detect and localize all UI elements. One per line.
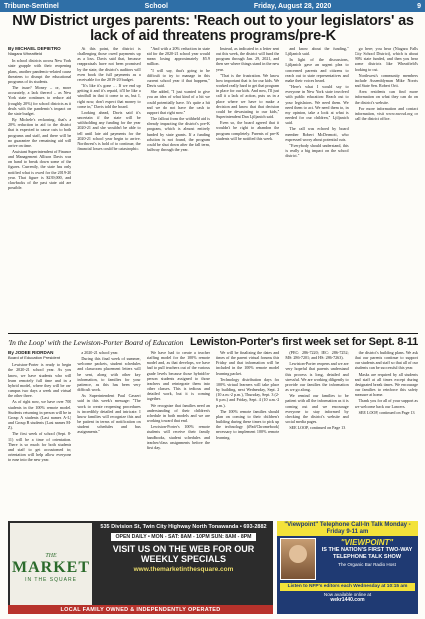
- logo-top: THE: [45, 552, 57, 559]
- paragraph: "It's like it's gone … If we end up getting it and it's repaid, it'll be like a windfall in that it come to us, but I, right now, don't expect that money to come in," Davis told the board.: [77, 83, 141, 109]
- viewpoint-logo: "VIEWPOINT": [340, 538, 394, 547]
- viewpoint-advertisement[interactable]: [277, 521, 418, 614]
- paragraph: Lewiston-Porter is ready to begin the 2020-21 school year. As you know, we have students who will learn remotely full time and in a hybrid model, where they will be on-campus two days a week and virtual the other three.: [8, 362, 72, 399]
- paragraph: Lewiston-Porter's 100% remote students will receive their family handbooks, student schedules and teacher/class assignments before the first day.: [146, 424, 210, 450]
- market-cta: VISIT US ON THE WEB FOR OUR WEEKLY SPECIALS: [112, 543, 255, 564]
- story2-headline: Lewiston-Porter's first week set for Sept. 8-11: [190, 336, 418, 348]
- story2-column: [147, 350, 210, 518]
- paragraph: We recognize that families need an understanding of their children's schedule in both models and we are working toward that end.: [146, 402, 210, 424]
- paragraph: The first week of school (Sept. 8-11) will be a time of orientation. There is so much for both students and staff to get accustomed to; orientation will help allow everyone to ease into the new year.: [8, 431, 72, 463]
- paragraph: Technology distribution days for 100% virtual learners will take place by building, next Wednesday, Sept. 2 (10 a.m.-2 p.m.), Thursday, Sept. 3 (2-6 p.m.) and Friday, Sept. 4 (10 a.m.-2 p.m.).: [215, 376, 280, 408]
- paragraph: Area residents can find more information on what they can do on the district's website.: [354, 89, 418, 105]
- byline: By MICHAEL DEPIETRO: [8, 46, 61, 51]
- paragraph: As Superintendent Paul Casseri said in this week's message: "The work to create reopening procedures is incredibly detailed and intricate. I know families will recognize this and be patient in terms of notification on student schedules and bus assignments.": [77, 393, 141, 435]
- paragraph: By Michele's reckoning, that's a 20% reduction in aid to the district that is expected to cause cuts to both programs and staff, and there will be no guarantee the remaining aid will arrive on time.: [8, 117, 72, 148]
- viewpoint-url-link[interactable]: wekr1440.com: [330, 597, 365, 603]
- paragraph: Instead, as indicated in a letter sent out this week, the district will fund the program through Jan. 29, 2021, and then see where things stand in the new year.: [215, 46, 280, 72]
- paper-name: Tribune-Sentinel: [4, 2, 59, 10]
- section-name: School: [144, 2, 169, 10]
- issue-date: Friday, August 28, 2020: [253, 2, 332, 10]
- story2-column: [285, 350, 348, 518]
- viewpoint-host: The Organic Bar Radio Host: [338, 562, 396, 567]
- paragraph: SEE LOOP, continued on Page 13: [289, 425, 346, 431]
- story1-column: [355, 46, 418, 328]
- main-headline: NW District urges parents: 'Reach out to your legislators' as lack of aid threatens programs/pre-K: [12, 13, 414, 44]
- story1-column: [8, 46, 71, 328]
- paragraph: "Everybody should understand, this is really a big impact on the school district.": [285, 142, 349, 159]
- paragraph: and know about the funding," Ljiljanich said.: [285, 46, 349, 57]
- column-text: [8, 362, 71, 462]
- story2-kicker: 'In the Loop' with the Lewiston-Porter Board of Education: [8, 338, 184, 347]
- market-hours: OPEN DAILY • MON - SAT: 8AM - 10PM SUN: 8AM - 8PM: [111, 533, 255, 541]
- market-advertisement[interactable]: [8, 521, 273, 614]
- story2-body: [8, 350, 418, 518]
- byline-affiliation: Niagara Wheatfield: [8, 51, 43, 57]
- viewpoint-body: [277, 536, 418, 582]
- paragraph: SEE LOOP, continued on Page 13: [358, 409, 415, 415]
- paragraph: In light of the discussions, Ljiljanich gave an urgent plea to concerned parents and citizens to reach out to state representatives and make their voices heard.: [285, 57, 349, 83]
- paragraph: The fallout from the withheld aid is already impacting the district's pre-K program, which is almost entirely funded by state grants. If a funding solution is not found, the program could be shut down after the fall term, halfway through the year.: [146, 116, 210, 152]
- market-url-link[interactable]: www.themarketinthesquare.com: [133, 565, 234, 573]
- story2-column: [77, 350, 140, 518]
- byline: By JODEE RIORDAN: [8, 350, 54, 355]
- paragraph: The call was echoed by board member Robert McDermott, who expressed worry about potential cuts.: [285, 126, 349, 142]
- paragraph: "That is the frustration. We know how important that is for our kids. We worked really hard to get that program in place for our kids. And now, I'll just call it a lack of action, puts us in a place where we have to make a decision and know that that decision could be devastating to our kids," Superintendent Dan Ljiljanich said.: [215, 72, 280, 120]
- market-details: [94, 521, 273, 614]
- story2-header: [8, 336, 418, 348]
- market-tagline-bar: LOCAL FAMILY OWNED & INDEPENDENTLY OPERATED: [8, 605, 273, 614]
- paragraph: The 100% remote families should plan on coming to their children's building during these times to pick up the technology (iPad/Chromebook) necessary to implement 100% remote learning.: [215, 408, 280, 440]
- paragraph: The issue? Money – or, more accurately, a lack thereof – as New York state continues to reduce aid (roughly 20%) for school districts as it deals with the pandemic's impact on the state budget.: [8, 85, 72, 116]
- host-photo: [280, 538, 316, 580]
- paragraph: Thank you for all of your support as we welcome back our Lancers.: [354, 398, 418, 409]
- viewpoint-tagline: IS THE NATION'S FIRST TWO-WAY TELEPHONE TALK SHOW: [321, 547, 413, 560]
- byline-affiliation: Board of Education President: [8, 355, 61, 361]
- paragraph: go here; you hear (Niagara Falls City School District), which is about 90% state funded, and then you hear some districts like Wheatfield's looking to cut.: [354, 46, 418, 72]
- section-divider: [8, 333, 418, 334]
- logo-main: MARKET: [12, 558, 90, 576]
- market-logo: [8, 521, 94, 614]
- paragraph: Assistant Superintendent of Finance and Management Allison Davis was on hand to break down some of the figures. Currently, the state has only notified what is owed for the 2019-20 year. That figure is $239,000, and clawbacks of the past state aid are possible.: [8, 148, 72, 191]
- paragraph: a 2020-21 school year.: [81, 350, 119, 355]
- paragraph: "And with a 20% reduction in state aid for the 2020-21 school year would mean losing approximately $5.9 million.: [146, 46, 210, 67]
- story1-column: [285, 46, 348, 328]
- paragraph: Even so, the board agreed that it wouldn't be right to abandon the program completely. Parents of pre-K students will be notified this week.: [215, 120, 280, 141]
- viewpoint-available: Now available online at: [323, 592, 372, 597]
- logo-bottom: IN THE SQUARE: [25, 576, 77, 583]
- paragraph: Northwest's community members include Assemblyman Mike Norris and State Sen. Robert Ortt.: [354, 72, 418, 89]
- paragraph: We remind our families to be patient with all the information as it is coming out and we encourage everyone to stay informed by checking the district's website and social media pages.: [285, 393, 349, 425]
- story2-column: [8, 350, 71, 518]
- paragraph: We will be finalizing the dates and times of the parent virtual forums this Friday and that information will be included in the 100% remote model learning packet.: [215, 350, 280, 376]
- paragraph: In school districts across New York state grapple with their reopening plans, another pandemic-related cause threatens to disrupt the educational programs of its students.: [8, 58, 72, 84]
- paragraph: Masks are required by all students and staff at all times except during designated break times. We encourage our families to reinforce this safety measure at home.: [354, 371, 418, 398]
- story1-column: [77, 46, 140, 328]
- story1-body: [8, 46, 418, 328]
- paragraph: Looking ahead, Davis said it's uncertain if the state will be withholding any funding for the year 2020-21 and she wouldn't be able to tell until late aid payments for the 2020-21 school year begin to arrive. Northwest's is hold of to continue, the financial losses could be catastrophic.: [77, 109, 141, 151]
- paragraph: We have had to create a teacher staffing model for the 100% remote model and, as that develops, we have had to pull teachers out of the various grade levels because those hybrid/in-person students assigned to those teachers and reintegrate them into other classes. This is tedious and detailed work, but it is coming together.: [146, 350, 210, 402]
- column-text: [8, 58, 71, 190]
- story1-column: [147, 46, 210, 328]
- market-address: 535 Division St, Twin City Highway North Tonawanda • 693-2882: [100, 524, 267, 530]
- paragraph: During this final week of summer, welcome packets, student schedules and classroom placement letters will be sent, along with other key information, to families for your patience, as this has been very difficult work.: [77, 356, 141, 393]
- story2-column: [355, 350, 418, 518]
- viewpoint-listen: Listen to NFP's editors each Wednesday at 10:15 am: [280, 583, 415, 591]
- paragraph: She added, "I just wanted to give you an idea of what kind of a hit we could potentially have. It's quite a hit and we do not have the cash to support that right now.": [146, 89, 210, 115]
- paragraph: "Here's what I would say to everyone in New York state involved with public education: Reach out to your legislators. We need them. We need them to act. We need them to, in my opinion, take a look at what is needed for our children," Ljiljanich said.: [285, 84, 349, 126]
- paragraph: the district's building plans. We ask that our parents continue to support our students and staff so that all of our students can be successful this year.: [354, 350, 418, 371]
- viewpoint-banner: "Viewpoint" Telephone Call-In Talk Monday - Friday 9-11 am: [277, 521, 418, 536]
- masthead: [0, 0, 425, 12]
- paragraph: As of right now, we have over 700 students in the 100% remote model. Students returning in person will be in Group A students (Last names A-L) and Group B students (Last names M-Z).: [8, 399, 72, 431]
- paragraph: Lewiston-Porter reopens and we are very hopeful that parents understand this process is long, detailed and stressful. We are working diligently to provide our families the information as we go along.: [285, 361, 349, 393]
- paragraph: For more information and contact information, visit www.nwcsd.org or call the district office.: [354, 105, 418, 122]
- paragraph: At this point, the district is challenging those owed payments up as a loss. Davis said that, because reappraisals have not been promised by the state, the district's auditors will even book the full payments as a receivable for the 2019-20 budget.: [77, 46, 141, 82]
- paragraph: (PEC: 286-7220; IEC: 286-7252; MS: 286-7201; and HS: 286-7263).: [285, 350, 349, 361]
- viewpoint-text: [319, 538, 415, 580]
- story1-column: [216, 46, 279, 328]
- story2-column: [216, 350, 279, 518]
- page-number: 9: [417, 2, 421, 10]
- paragraph: "I will say, that's going to be difficult to try to manage in this current school year if that happens," Davis said.: [146, 67, 210, 89]
